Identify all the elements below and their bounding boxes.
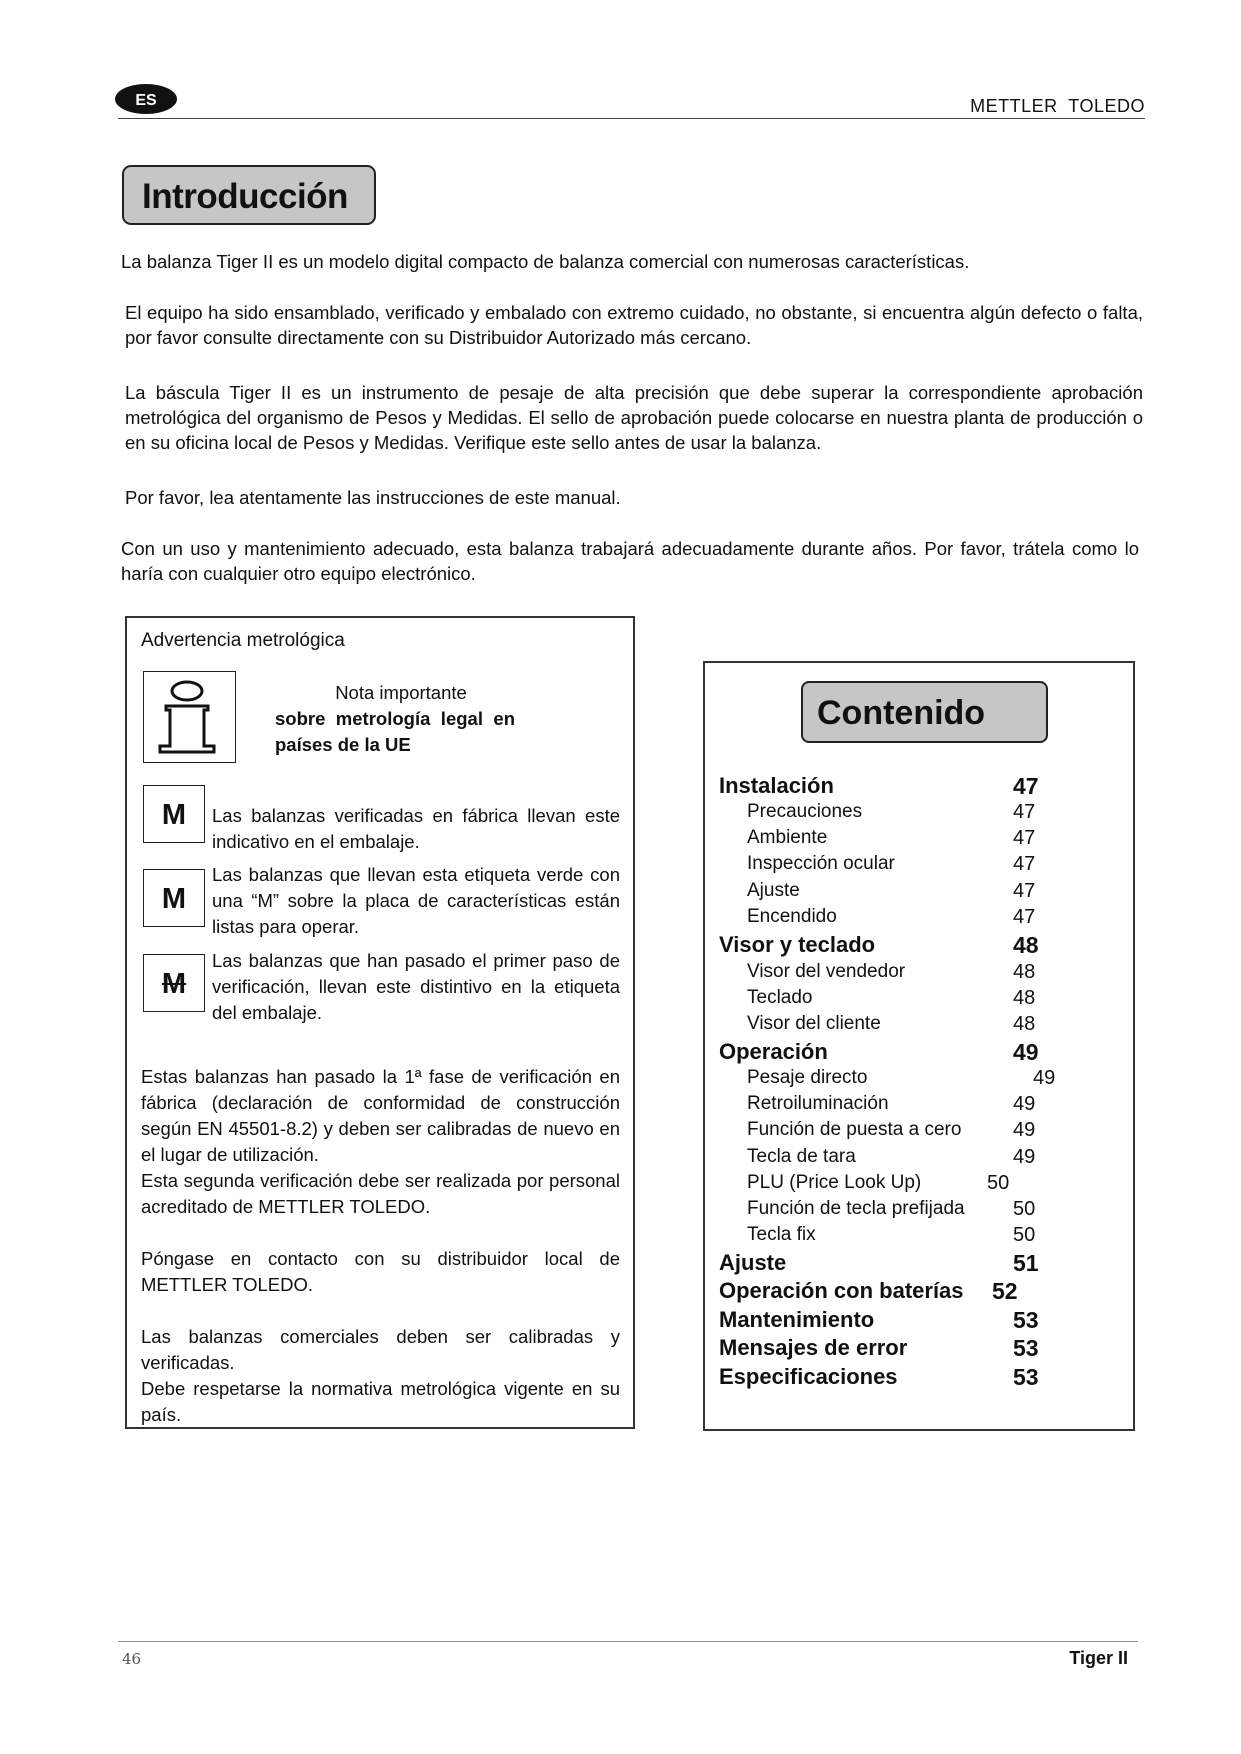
toc-item: Ajuste <box>719 1250 787 1275</box>
footer-rule <box>118 1641 1138 1642</box>
contents-title: Contenido <box>817 694 986 732</box>
toc-page: 53 <box>1013 1307 1039 1333</box>
toc-item: Pesaje directo <box>747 1067 868 1088</box>
toc-page: 49 <box>1033 1067 1056 1089</box>
toc-item: Visor del vendedor <box>747 961 906 982</box>
toc-page: 47 <box>1013 880 1036 902</box>
section-title: Introducción <box>142 177 348 216</box>
toc-page: 51 <box>1013 1250 1039 1276</box>
crossed-m-mark-icon: M <box>143 954 205 1012</box>
toc-page: 48 <box>1013 932 1039 958</box>
toc-item: Función de puesta a cero <box>747 1119 962 1140</box>
warning-body-1: Estas balanzas han pasado la 1ª fase de verificación en fábrica (declaración de conformidad de construcción según EN 45501-8.2) y deben ser calibradas de nuevo en el lugar de utilización. <box>141 1066 620 1165</box>
contents-title-box <box>801 681 1048 743</box>
toc-page: 49 <box>1013 1039 1039 1065</box>
toc-item: Mantenimiento <box>719 1307 875 1332</box>
intro-paragraph-2: El equipo ha sido ensamblado, verificado y embalado con extremo cuidado, no obstante, si encuentra algún defecto o falta, por favor consulte directamente con su Distribuidor Autorizado más cercano. <box>125 302 1143 348</box>
info-icon <box>143 671 236 763</box>
toc-item: Retroiluminación <box>747 1093 889 1114</box>
crossed-m-mark-text: Las balanzas que han pasado el primer paso de verificación, llevan este distintivo en la etiqueta del embalaje. <box>212 950 620 1023</box>
toc-item: Función de tecla prefijada <box>747 1198 965 1219</box>
toc-item: Teclado <box>747 987 813 1008</box>
toc-page: 50 <box>987 1172 1010 1194</box>
warning-body-5: Debe respetarse la normativa metrológica vigente en su país. <box>141 1378 620 1425</box>
intro-paragraph-3: La báscula Tiger II es un instrumento de pesaje de alta precisión que debe superar la correspondiente aprobación metrológica del organismo de Pesos y Medidas. El sello de aprobación puede colocarse en nuestra planta de producción o en su oficina local de Pesos y Medidas. Verifique este sello antes de usar la balanza. <box>125 382 1143 453</box>
contents-box <box>703 661 1135 1431</box>
intro-paragraph-1: La balanza Tiger II es un modelo digital compacto de balanza comercial con numerosas características. <box>121 251 970 272</box>
toc-item: Ajuste <box>747 880 800 901</box>
header-rule <box>118 118 1145 119</box>
toc-item: Mensajes de error <box>719 1335 908 1360</box>
toc-item: Tecla de tara <box>747 1146 856 1167</box>
toc-page: 47 <box>1013 853 1036 875</box>
warning-body-3: Póngase en contacto con su distribuidor local de METTLER TOLEDO. <box>141 1248 620 1295</box>
m-mark-icon: M <box>143 785 205 843</box>
page-number: 46 <box>122 1650 142 1668</box>
toc-page: 48 <box>1013 987 1036 1009</box>
toc-page: 52 <box>992 1278 1018 1304</box>
toc-item: Especificaciones <box>719 1364 898 1389</box>
intro-paragraph-5: Con un uso y mantenimiento adecuado, esta balanza trabajará adecuadamente durante años. Por favor, trátela como lo haría con cualquier otro equipo electrónico. <box>121 538 1139 584</box>
toc-page: 49 <box>1013 1093 1036 1115</box>
toc-item: Instalación <box>719 773 834 798</box>
toc-page: 47 <box>1013 773 1039 799</box>
toc-page: 53 <box>1013 1364 1039 1390</box>
toc-item: Operación <box>719 1039 828 1064</box>
green-m-label-icon: M <box>143 869 205 927</box>
toc-page: 50 <box>1013 1224 1036 1246</box>
important-note <box>275 680 515 758</box>
model-name: Tiger II <box>1069 1648 1128 1668</box>
toc-page: 47 <box>1013 827 1036 849</box>
section-title-box <box>122 165 376 225</box>
toc-item: PLU (Price Look Up) <box>747 1172 922 1193</box>
warning-body-4: Las balanzas comerciales deben ser calibradas y verificadas. <box>141 1326 620 1373</box>
toc-item: Visor del cliente <box>747 1013 881 1034</box>
toc-page: 47 <box>1013 801 1036 823</box>
toc-item: Ambiente <box>747 827 828 848</box>
toc-page: 48 <box>1013 961 1036 983</box>
brand-name: METTLER TOLEDO <box>970 96 1145 116</box>
toc-page: 48 <box>1013 1013 1036 1035</box>
toc-item: Inspección ocular <box>747 853 895 874</box>
metrology-warning-box <box>125 616 635 1429</box>
intro-paragraph-4: Por favor, lea atentamente las instrucciones de este manual. <box>125 487 621 508</box>
note-heading: Nota importante <box>335 682 467 703</box>
toc-page: 49 <box>1013 1119 1036 1141</box>
toc-page: 50 <box>1013 1198 1036 1220</box>
toc-page: 47 <box>1013 906 1036 928</box>
toc-item: Encendido <box>747 906 837 927</box>
toc-page: 49 <box>1013 1146 1036 1168</box>
m-mark-text: Las balanzas verificadas en fábrica llevan este indicativo en el embalaje. <box>212 805 620 852</box>
warning-title: Advertencia metrológica <box>141 630 345 651</box>
toc-item: Operación con baterías <box>719 1278 964 1303</box>
toc-item: Visor y teclado <box>719 932 876 957</box>
toc-page: 53 <box>1013 1335 1039 1361</box>
toc-item: Precauciones <box>747 801 863 822</box>
warning-body-2: Esta segunda verificación debe ser realizada por personal acreditado de METTLER TOLEDO. <box>141 1170 620 1217</box>
language-badge: ES <box>115 84 177 114</box>
toc-item: Tecla fix <box>747 1224 816 1245</box>
note-subject: sobre metrología legal en países de la UE <box>275 708 515 755</box>
green-m-label-text: Las balanzas que llevan esta etiqueta verde con una “M” sobre la placa de características están listas para operar. <box>212 864 620 937</box>
